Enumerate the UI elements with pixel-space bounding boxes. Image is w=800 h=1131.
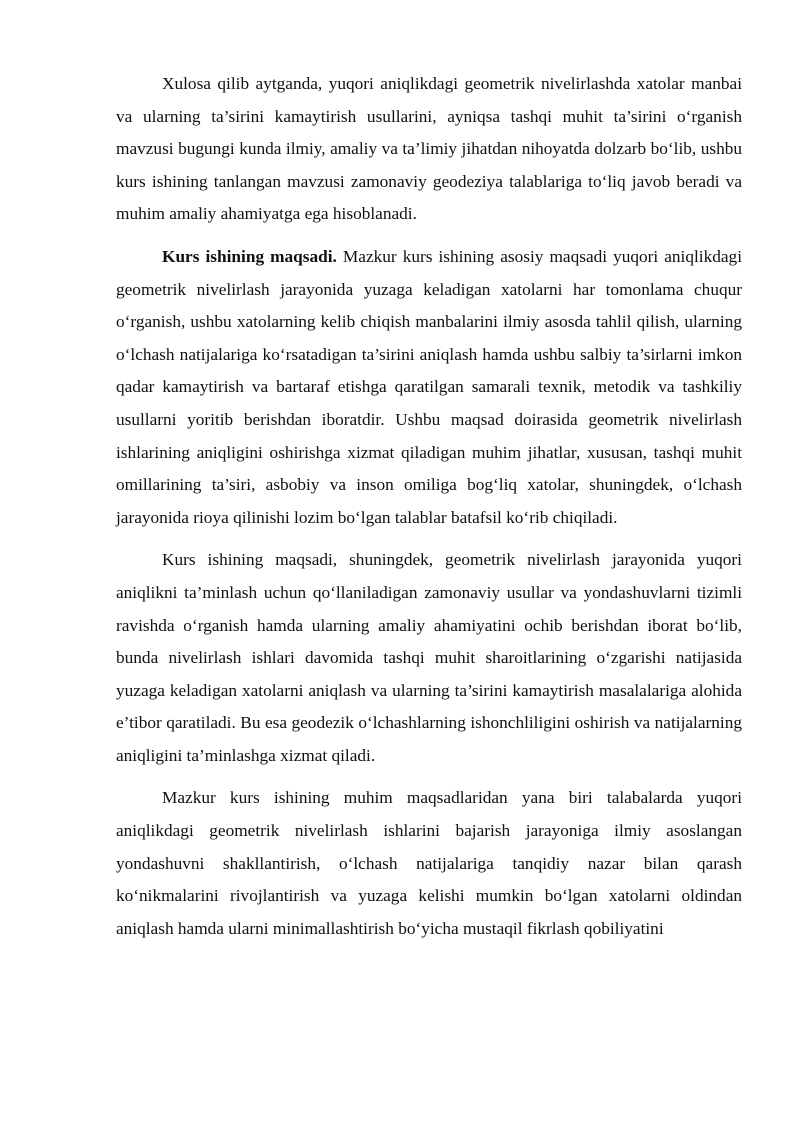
paragraph-text: Kurs ishining maqsadi, shuningdek, geometrik nivelirlash jarayonida yuqori aniqlikni ta’minlash uchun qo‘llaniladigan zamonaviy usullar va yondashuvlarni tizimli ravishda o‘rganish hamda ularning amaliy ahamiyatini ochib berishdan iborat bo‘lib, bunda nivelirlash ishlari davomida tashqi muhit sharoitlarining o‘zgarishi natijasida yuzaga keladigan xatolarni aniqlash va ularning ta’sirini kamaytirish masalalariga alohida e’tibor qaratiladi. Bu esa geodezik o‘lchashlarning ishonchliligini oshirish va natijalarning aniqligini ta’minlashga xizmat qiladi. <box>116 550 742 765</box>
paragraph-goal-methods <box>116 544 742 772</box>
paragraph-conclusion <box>116 68 742 231</box>
paragraph-text: Xulosa qilib aytganda, yuqori aniqlikdagi geometrik nivelirlashda xatolar manbai va ularning ta’sirini kamaytirish usullarini, ayniqsa tashqi muhit ta’sirini o‘rganish mavzusi bugungi kunda ilmiy, amaliy va ta’limiy jihatdan nihoyatda dolzarb bo‘lib, ushbu kurs ishining tanlangan mavzusi zamonaviy geodeziya talablariga to‘liq javob beradi va muhim amaliy ahamiyatga ega hisoblanadi. <box>116 74 742 224</box>
paragraph-heading: Kurs ishining maqsadi. <box>162 246 337 266</box>
paragraph-goal-students <box>116 782 742 945</box>
paragraph-goal <box>116 241 742 534</box>
paragraph-text: Mazkur kurs ishining muhim maqsadlaridan yana biri talabalarda yuqori aniqlikdagi geometrik nivelirlash ishlarini bajarish jarayoniga ilmiy asoslangan yondashuvni shakllantirish, o‘lchash natijalariga tanqidiy nazar bilan qarash ko‘nikmalarini rivojlantirish va yuzaga kelishi mumkin bo‘lgan xatolarni oldindan aniqlash hamda ularni minimallashtirish bo‘yicha mustaqil fikrlash qobiliyatini <box>116 788 742 938</box>
paragraph-text: Mazkur kurs ishining asosiy maqsadi yuqori aniqlikdagi geometrik nivelirlash jarayonida yuzaga keladigan xatolarni har tomonlama chuqur o‘rganish, ushbu xatolarning kelib chiqish manbalarini ilmiy asosda tahlil qilish, ularning o‘lchash natijalariga ko‘rsatadigan ta’sirini aniqlash hamda ushbu salbiy ta’sirlarni imkon qadar kamaytirish va bartaraf etishga qaratilgan samarali texnik, metodik va tashkiliy usullarni yoritib berishdan iboratdir. Ushbu maqsad doirasida geometrik nivelirlash ishlarining aniqligini oshirishga xizmat qiladigan muhim jihatlar, xususan, tashqi muhit omillarining ta’siri, asbobiy va inson omiliga bog‘liq xatolar, shuningdek, o‘lchash jarayonida rioya qilinishi lozim bo‘lgan talablar batafsil ko‘rib chiqiladi. <box>116 246 742 527</box>
document-page <box>116 68 742 955</box>
